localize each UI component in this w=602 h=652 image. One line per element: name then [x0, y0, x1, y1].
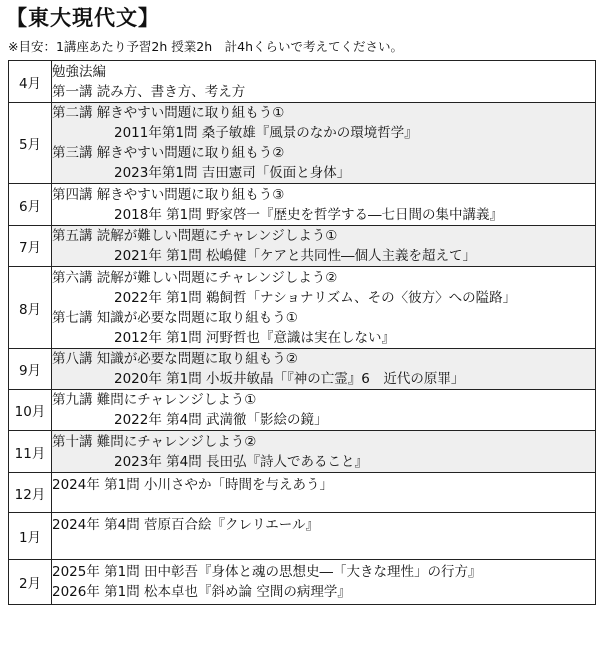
lecture-line: 第八講 知識が必要な問題に取り組もう②: [52, 351, 298, 367]
content-lines: [52, 62, 595, 102]
schedule-row: [9, 560, 596, 605]
month-cell: 5月: [9, 103, 52, 184]
content-lines: [52, 349, 595, 389]
month-cell: 11月: [9, 431, 52, 473]
content-lines: [52, 432, 595, 472]
content-lines: [52, 390, 595, 430]
month-cell: 1月: [9, 513, 52, 560]
source-line: 2012年 第1問 河野哲也『意識は実在しない』: [114, 329, 396, 346]
schedule-row: [9, 267, 596, 349]
content-lines: [52, 515, 595, 535]
content-cell: [52, 267, 596, 349]
lecture-line: 第一講 読み方、書き方、考え方: [52, 83, 246, 100]
page-title: 【東大現代文】: [6, 6, 160, 30]
schedule-row: [9, 226, 596, 267]
schedule-row: [9, 513, 596, 560]
content-cell: [52, 560, 596, 605]
month-cell: 9月: [9, 349, 52, 390]
lecture-line: 第三講 解きやすい問題に取り組もう②: [52, 145, 285, 161]
schedule-row: [9, 61, 596, 103]
month-cell: 4月: [9, 61, 52, 103]
lecture-line: 勉強法編: [52, 63, 106, 80]
source-line: 2023年第1問 吉田憲司「仮面と身体」: [114, 165, 351, 181]
month-cell: 7月: [9, 226, 52, 267]
schedule-row: [9, 390, 596, 431]
source-line: 2022年 第1問 鵜飼哲「ナショナリズム、その〈彼方〉への隘路」: [114, 289, 517, 306]
lecture-line: 第九講 難問にチャレンジしよう①: [52, 392, 257, 408]
study-time-note: ※目安：1講座あたり予習2h 授業2h 計4hくらいで考えてください。: [8, 39, 404, 54]
content-lines: [52, 562, 595, 602]
source-line: 2022年 第4問 武満徹「影絵の鏡」: [114, 412, 328, 428]
content-lines: [52, 185, 595, 225]
source-line: 2018年 第1問 野家啓一『歴史を哲学する―七日間の集中講義』: [114, 206, 504, 223]
schedule-row: [9, 431, 596, 473]
content-cell: [52, 103, 596, 184]
source-line: 2021年 第1問 松嶋健「ケアと共同性―個人主義を超えて」: [114, 248, 477, 264]
month-cell: 2月: [9, 560, 52, 605]
schedule-row: [9, 349, 596, 390]
schedule-body: [9, 61, 596, 605]
content-lines: [52, 268, 595, 348]
month-cell: 10月: [9, 390, 52, 431]
lecture-line: 2024年 第4問 菅原百合絵『クレリエール』: [52, 517, 319, 533]
content-cell: [52, 390, 596, 431]
content-cell: [52, 349, 596, 390]
content-cell: [52, 226, 596, 267]
content-lines: [52, 475, 595, 495]
lecture-line: 第二講 解きやすい問題に取り組もう①: [52, 105, 285, 121]
content-cell: [52, 431, 596, 473]
content-cell: [52, 473, 596, 513]
lecture-line: 第七講 知識が必要な問題に取り組もう①: [52, 309, 298, 326]
lecture-line: 第六講 読解が難しい問題にチャレンジしよう②: [52, 269, 338, 286]
content-cell: [52, 513, 596, 560]
source-line: 2023年 第4問 長田弘『詩人であること』: [114, 453, 369, 470]
lecture-line: 2025年 第1問 田中彰吾『身体と魂の思想史―「大きな理性」の行方』: [52, 564, 482, 580]
content-cell: [52, 61, 596, 103]
month-cell: 6月: [9, 184, 52, 226]
source-line: 2020年 第1問 小坂井敏晶「『神の亡霊』6 近代の原罪」: [114, 371, 465, 387]
content-lines: [52, 226, 595, 266]
source-line: 2011年第1問 桑子敏雄『風景のなかの環境哲学』: [114, 125, 418, 141]
lecture-line: 2026年 第1問 松本卓也『斜め論 空間の病理学』: [52, 584, 351, 600]
lecture-line: 第五講 読解が難しい問題にチャレンジしよう①: [52, 228, 338, 244]
lecture-line: 2024年 第1問 小川さやか「時間を与えあう」: [52, 477, 334, 493]
schedule-row: [9, 473, 596, 513]
lecture-line: 第四講 解きやすい問題に取り組もう③: [52, 186, 285, 203]
schedule-row: [9, 103, 596, 184]
schedule-row: [9, 184, 596, 226]
month-cell: 8月: [9, 267, 52, 349]
lecture-line: 第十講 難問にチャレンジしよう②: [52, 433, 257, 450]
content-cell: [52, 184, 596, 226]
content-lines: [52, 103, 595, 183]
schedule-table: [8, 60, 596, 605]
month-cell: 12月: [9, 473, 52, 513]
